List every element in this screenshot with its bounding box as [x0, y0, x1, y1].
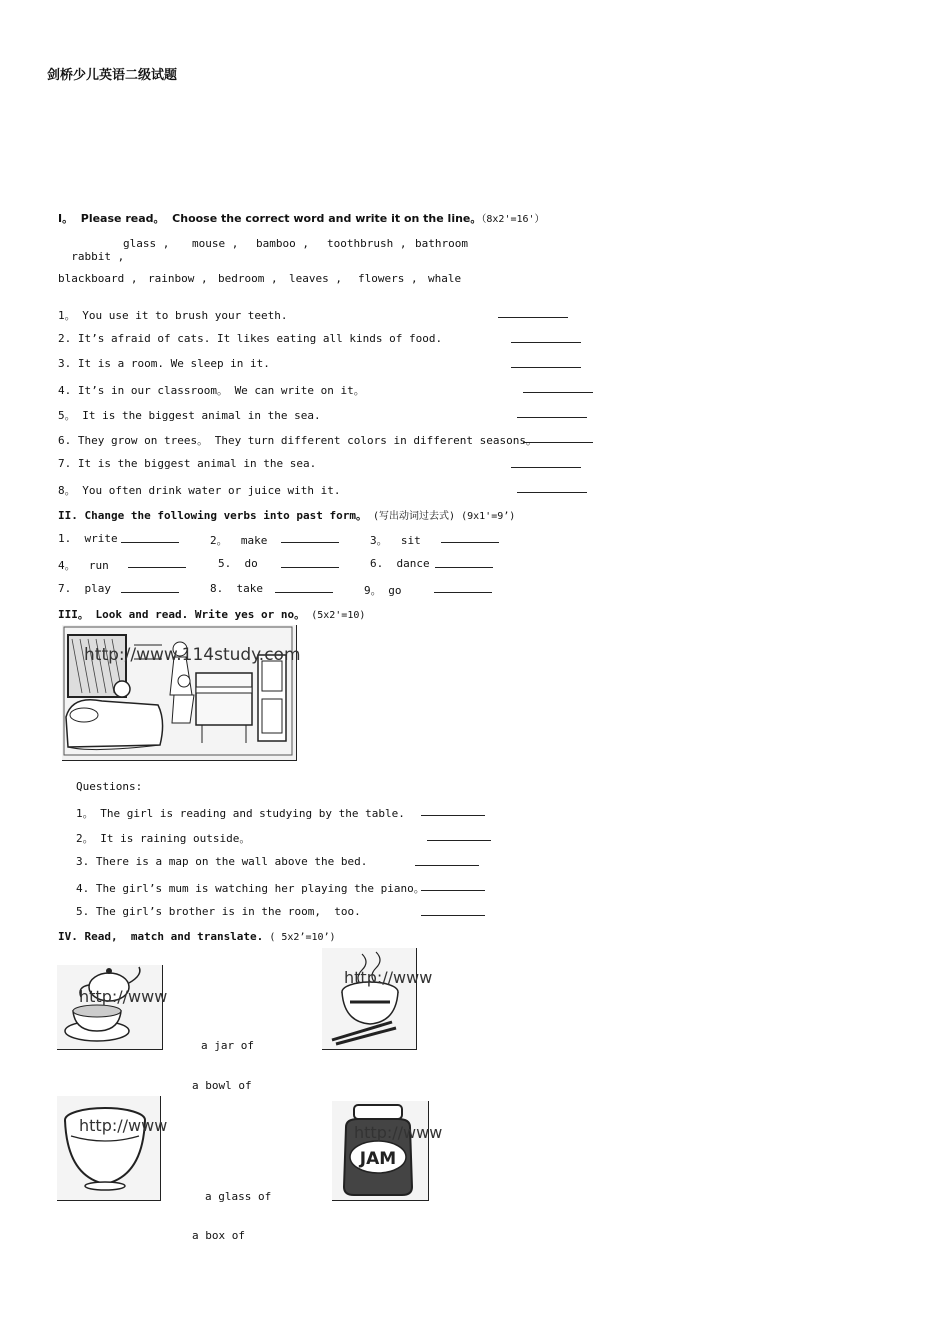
- section-4-score: ( 5x2’=10’): [263, 932, 336, 943]
- verb-label: 2。 make: [210, 534, 268, 547]
- phrase-option: a jar of: [201, 1039, 254, 1052]
- word: leaves ,: [289, 272, 342, 285]
- word: toothbrush ,: [327, 237, 407, 250]
- answer-blank[interactable]: [427, 830, 491, 841]
- question-text: 3. There is a map on the wall above the bed.: [76, 855, 368, 868]
- phrase-option: a bowl of: [192, 1079, 252, 1092]
- question-text: 3. It is a room. We sleep in it.: [58, 357, 270, 370]
- verb-label: 4。 run: [58, 559, 109, 572]
- answer-blank[interactable]: [128, 557, 186, 568]
- question-text: 4. The girl’s mum is watching her playing the piano。: [76, 882, 425, 895]
- jar-label-text: JAM: [359, 1149, 397, 1169]
- answer-blank[interactable]: [281, 557, 339, 568]
- section-1-score: （8x2'=16'）: [481, 214, 545, 225]
- verb-label: 9。 go: [364, 584, 402, 597]
- section-3-score: (5x2'=10): [305, 610, 366, 621]
- watermark: http://www: [79, 1116, 168, 1135]
- rice-bowl-picture: [322, 948, 433, 1050]
- question-text: 4. It’s in our classroom。 We can write on it。: [58, 384, 365, 397]
- cup-drawing: [57, 1096, 168, 1200]
- verb-label: 7. play: [58, 582, 111, 595]
- answer-blank[interactable]: [415, 855, 479, 866]
- section-1-heading: [58, 210, 545, 226]
- verb-label: 1. write: [58, 532, 118, 545]
- question-text: 1。 The girl is reading and studying by the table.: [76, 807, 405, 820]
- phrase-option: a glass of: [205, 1190, 272, 1203]
- questions-label: Questions:: [76, 780, 143, 793]
- question-text: 6. They grow on trees。 They turn different colors in different seasons。: [58, 434, 537, 447]
- verb-label: 6. dance: [370, 557, 430, 570]
- answer-blank[interactable]: [421, 805, 485, 816]
- section-2-note: (写出动词过去式) (9x1'=9’): [367, 511, 516, 522]
- word: whale: [428, 272, 462, 285]
- section-2-heading: [58, 507, 515, 523]
- question-text: 7. It is the biggest animal in the sea.: [58, 457, 317, 470]
- answer-blank[interactable]: [121, 532, 179, 543]
- watermark: http://www.114study.com: [84, 645, 301, 665]
- answer-blank[interactable]: [434, 582, 492, 593]
- answer-blank[interactable]: [517, 482, 587, 493]
- word: bamboo ,: [256, 237, 309, 250]
- word: rabbit ,: [71, 250, 125, 263]
- cup-picture: [57, 1096, 168, 1201]
- page-title: 剑桥少儿英语二级试题: [47, 68, 178, 83]
- verb-label: 5. do: [218, 557, 258, 570]
- answer-blank[interactable]: [517, 407, 587, 418]
- section-4-heading: [58, 930, 336, 943]
- watermark: http://www: [79, 987, 168, 1006]
- word: bathroom: [415, 237, 468, 250]
- section-4-instruction: IV. Read, match and translate.: [58, 930, 264, 943]
- answer-blank[interactable]: [511, 332, 581, 343]
- answer-blank[interactable]: [523, 382, 593, 393]
- question-text: 2。 It is raining outside。: [76, 832, 251, 845]
- word: mouse ,: [192, 237, 239, 250]
- answer-blank[interactable]: [498, 307, 568, 318]
- word-bank-1: [58, 237, 124, 263]
- answer-blank[interactable]: [275, 582, 333, 593]
- answer-blank[interactable]: [511, 457, 581, 468]
- jam-jar-picture: [332, 1101, 443, 1201]
- answer-blank[interactable]: [511, 357, 581, 368]
- question-text: 8。 You often drink water or juice with it.: [58, 484, 341, 497]
- word: glass ,: [123, 237, 170, 250]
- question-text: 1。 You use it to brush your teeth.: [58, 309, 288, 322]
- question-text: 2. It’s afraid of cats. It likes eating all kinds of food.: [58, 332, 443, 345]
- verb-label: 3。 sit: [370, 534, 421, 547]
- phrase-option: a box of: [192, 1229, 245, 1242]
- question-text: 5. The girl’s brother is in the room, too.: [76, 905, 361, 918]
- watermark: http://www: [344, 968, 433, 987]
- verb-label: 8. take: [210, 582, 263, 595]
- word: flowers ,: [358, 272, 418, 285]
- question-text: 5。 It is the biggest animal in the sea.: [58, 409, 321, 422]
- word: bedroom ,: [218, 272, 278, 285]
- answer-blank[interactable]: [421, 880, 485, 891]
- watermark: http://www: [354, 1123, 443, 1142]
- jam-jar-drawing: [332, 1101, 443, 1200]
- answer-blank[interactable]: [435, 557, 493, 568]
- section-2-instruction: II. Change the following verbs into past form。: [58, 509, 368, 522]
- word: blackboard ,: [58, 272, 138, 285]
- answer-blank[interactable]: [523, 432, 593, 443]
- teapot-drawing: [57, 965, 168, 1049]
- answer-blank[interactable]: [421, 905, 485, 916]
- answer-blank[interactable]: [121, 582, 179, 593]
- room-picture: [62, 625, 301, 761]
- teapot-picture: [57, 965, 168, 1050]
- answer-blank[interactable]: [441, 532, 499, 543]
- word: rainbow ,: [148, 272, 208, 285]
- section-3-instruction: III。 Look and read. Write yes or no。: [58, 608, 306, 621]
- rice-bowl-drawing: [322, 948, 433, 1049]
- section-3-heading: [58, 606, 365, 622]
- section-1-number: I。: [58, 212, 74, 225]
- answer-blank[interactable]: [281, 532, 339, 543]
- section-1-instruction: Please read。 Choose the correct word and write it on the line。: [80, 212, 482, 225]
